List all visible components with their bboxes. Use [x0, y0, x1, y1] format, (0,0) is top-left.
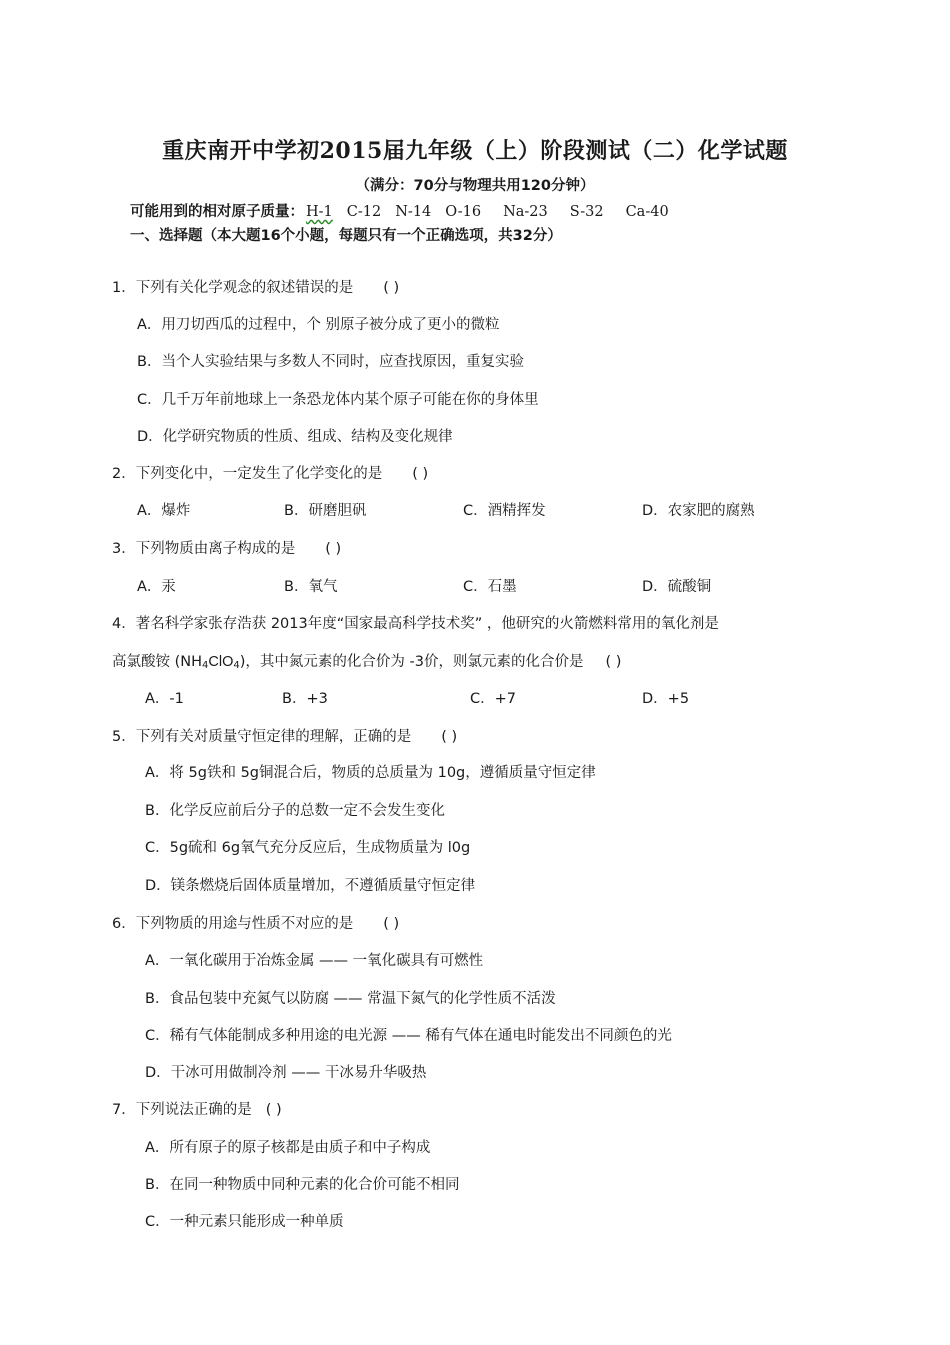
question-2-option-b: B．研磨胆矾 [284, 503, 367, 519]
question-2-option-a: A．爆炸 [137, 503, 191, 519]
question-1-option-d: D．化学研究物质的性质、组成、结构及变化规律 [137, 429, 453, 445]
question-2-option-c: C．酒精挥发 [463, 503, 546, 519]
atomic-mass-n: N-14 [395, 204, 432, 220]
question-4-stem-line2: 高氯酸铵 $(NH_4ClO_4)$，其中氮元素的化合价为 -3价，则氯元素的化合价是 ( ) [112, 654, 622, 671]
question-6-option-b: B．食品包装中充氮气以防腐 —— 常温下氮气的化学性质不活泼 [145, 991, 556, 1007]
atomic-mass-ca: Ca-40 [625, 204, 669, 220]
question-6-option-d: D．干冰可用做制冷剂 —— 干冰易升华吸热 [145, 1065, 427, 1081]
question-4-option-a: A．-1 [145, 691, 184, 707]
question-7-option-a: A．所有原子的原子核都是由质子和中子构成 [145, 1140, 431, 1156]
question-7-option-c: C．一种元素只能形成一种单质 [145, 1214, 344, 1230]
question-1-option-a: A．用刀切西瓜的过程中，个 别原子被分成了更小的微粒 [137, 317, 500, 333]
atomic-mass-h: H-1 [306, 204, 333, 220]
atomic-mass-c: C-12 [346, 204, 382, 220]
question-2-option-d: D．农家肥的腐熟 [642, 503, 755, 519]
question-4-option-c: C．+7 [470, 691, 516, 707]
atomic-mass-na: Na-23 [503, 204, 548, 220]
question-3-option-b: B．氧气 [284, 579, 338, 595]
question-1-option-c: C．几千万年前地球上一条恐龙体内某个原子可能在你的身体里 [137, 392, 539, 408]
atomic-mass-s: S-32 [569, 204, 604, 220]
question-5-option-b: B．化学反应前后分子的总数一定不会发生变化 [145, 803, 445, 819]
question-6-option-a: A．一氧化碳用于冶炼金属 —— 一氧化碳具有可燃性 [145, 953, 484, 969]
answer-bracket: ( ) [383, 916, 400, 932]
exam-title: 重庆南开中学初2015届九年级（上）阶段测试（二）化学试题 [162, 138, 788, 164]
question-5-stem: 5．下列有关对质量守恒定律的理解，正确的是 ( ) [112, 729, 458, 745]
question-6-stem: 6．下列物质的用途与性质不对应的是 ( ) [112, 916, 400, 932]
question-4-option-b: B．+3 [282, 691, 328, 707]
answer-bracket: ( ) [325, 541, 342, 557]
question-1-option-b: B．当个人实验结果与多数人不同时，应查找原因，重复实验 [137, 354, 524, 370]
question-6-option-c: C．稀有气体能制成多种用途的电光源 —— 稀有气体在通电时能发出不同颜色的光 [145, 1028, 672, 1044]
question-1-stem: 1．下列有关化学观念的叙述错误的是 ( ) [112, 280, 400, 296]
question-5-option-c: C．5g硫和 6g氧气充分反应后，生成物质量为 l0g [145, 840, 471, 856]
answer-bracket: ( ) [383, 280, 400, 296]
question-2-stem: 2．下列变化中，一定发生了化学变化的是 ( ) [112, 466, 429, 482]
atomic-masses-line [130, 200, 669, 221]
answer-bracket: ( ) [605, 654, 622, 670]
question-3-option-a: A．汞 [137, 579, 176, 595]
question-7-stem: 7．下列说法正确的是 ( ) [112, 1102, 282, 1118]
question-4-stem: 4．著名科学家张存浩获 2013年度“国家最高科学技术奖” ，他研究的火箭燃料常用的氧化剂是 [112, 616, 719, 632]
question-3-stem: 3．下列物质由离子构成的是 ( ) [112, 541, 342, 557]
atomic-masses-label: 可能用到的相对原子质量： [130, 204, 304, 220]
atomic-mass-o: O-16 [445, 204, 482, 220]
answer-bracket: ( ) [412, 466, 429, 482]
answer-bracket: ( ) [441, 729, 458, 745]
question-3-option-c: C．石墨 [463, 579, 517, 595]
question-4-option-d: D．+5 [642, 691, 690, 707]
question-5-option-a: A．将 5g铁和 5g铜混合后，物质的总质量为 10g，遵循质量守恒定律 [145, 765, 596, 781]
question-5-option-d: D．镁条燃烧后固体质量增加，不遵循质量守恒定律 [145, 878, 476, 894]
question-3-option-d: D．硫酸铜 [642, 579, 712, 595]
answer-bracket: ( ) [265, 1102, 282, 1118]
question-7-option-b: B．在同一种物质中同种元素的化合价可能不相同 [145, 1177, 460, 1193]
exam-subtitle: （满分：70分与物理共用120分钟） [355, 178, 595, 194]
section-heading: 一、选择题（本大题16个小题，每题只有一个正确选项，共32分） [130, 228, 562, 244]
